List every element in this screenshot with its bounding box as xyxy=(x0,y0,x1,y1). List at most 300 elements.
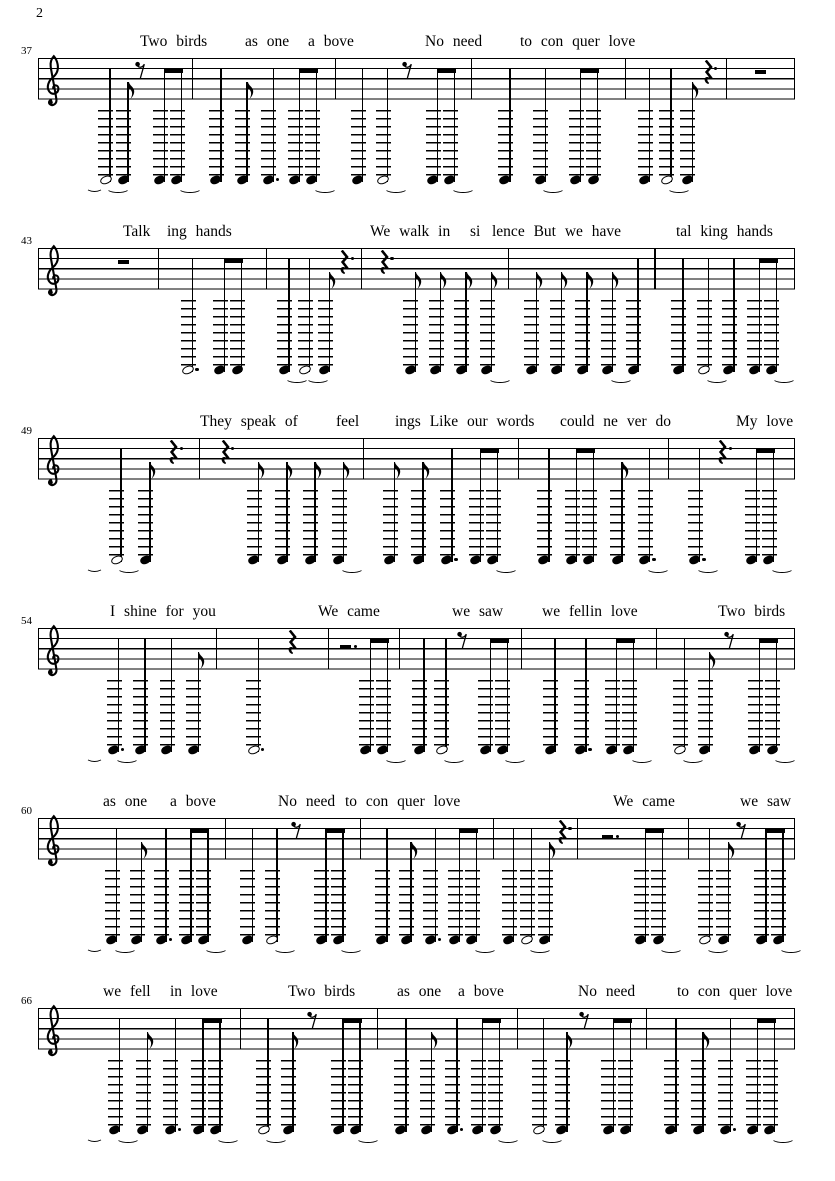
ledger-lines xyxy=(179,870,194,936)
ledger-lines xyxy=(747,300,762,366)
ledger-lines xyxy=(754,870,769,936)
beamed-eighth-pair xyxy=(179,818,211,958)
note-stem xyxy=(613,1019,614,1132)
ledger-lines xyxy=(454,300,469,366)
quarter-rest-icon xyxy=(287,630,298,654)
eighth-flag-icon xyxy=(395,462,402,479)
note-stem xyxy=(288,259,289,372)
whole-rest-glyph xyxy=(755,70,766,74)
lyric-syllable: I shine for you xyxy=(110,603,216,620)
note-stem xyxy=(370,639,371,752)
eighth-note xyxy=(281,1008,295,1148)
note-stem xyxy=(670,69,671,182)
ledger-lines xyxy=(108,1060,123,1126)
tie xyxy=(451,183,475,193)
note-stem xyxy=(499,1019,500,1132)
ledger-lines xyxy=(133,680,148,746)
ledger-lines xyxy=(524,300,539,366)
dotted-half-rest xyxy=(601,818,615,958)
quarter-note xyxy=(412,628,426,768)
dotted-quarter-note xyxy=(163,1008,177,1148)
augmentation-dot xyxy=(714,67,717,70)
note-stem xyxy=(776,259,777,372)
ledger-lines xyxy=(136,1060,151,1126)
note-stem xyxy=(480,449,481,562)
dotted-quarter-rest xyxy=(702,58,716,198)
eighth-flag-icon xyxy=(441,272,448,289)
ledger-lines xyxy=(440,490,455,556)
quarter-note xyxy=(722,248,736,388)
beamed-eighth-pair xyxy=(153,58,185,198)
ledger-lines xyxy=(277,300,292,366)
measure xyxy=(193,58,336,203)
lyric-syllable: We walk in xyxy=(370,223,451,240)
tie xyxy=(488,373,512,383)
note-stem xyxy=(675,1019,676,1132)
ledger-lines xyxy=(331,870,346,936)
note-stem xyxy=(165,829,166,942)
ledger-lines xyxy=(638,490,653,556)
eighth-note xyxy=(116,58,130,198)
note-stem xyxy=(543,1019,544,1132)
ledger-lines xyxy=(281,1060,296,1126)
dotted-quarter-note xyxy=(688,438,702,578)
ledger-lines xyxy=(383,490,398,556)
eighth-flag-icon xyxy=(432,1032,439,1049)
measure xyxy=(336,58,473,203)
measure xyxy=(90,628,217,773)
lyric-syllable: No need xyxy=(278,793,336,810)
eighth-note xyxy=(420,1008,434,1148)
ledger-lines xyxy=(722,300,737,366)
measure xyxy=(267,248,363,393)
quarter-rest-icon xyxy=(557,820,568,844)
beamed-eighth-pair xyxy=(748,628,780,768)
eighth-note xyxy=(138,438,152,578)
dotted-quarter-note xyxy=(574,628,588,768)
note-stem xyxy=(476,829,477,942)
eighth-rest xyxy=(306,1008,320,1148)
eighth-note xyxy=(698,628,712,768)
tie xyxy=(340,563,364,573)
note-stem xyxy=(649,69,650,182)
ledger-lines xyxy=(208,1060,223,1126)
lyric-syllable: lence But we have xyxy=(492,223,622,240)
eighth-flag-icon xyxy=(293,1032,300,1049)
note-stem xyxy=(207,829,208,942)
ledger-lines xyxy=(376,680,391,746)
ledger-lines xyxy=(565,490,580,556)
measure xyxy=(518,1008,646,1153)
ledger-lines xyxy=(376,110,391,176)
note-stem xyxy=(267,1019,268,1132)
dotted-quarter-rest xyxy=(219,438,233,578)
ledger-lines xyxy=(691,1060,706,1126)
ledger-lines xyxy=(394,1060,409,1126)
eighth-rest-icon xyxy=(291,821,302,839)
lyric-syllable: No need xyxy=(578,983,636,1000)
system xyxy=(0,408,835,598)
note-stem xyxy=(773,449,774,562)
lyric-syllable: ing hands xyxy=(167,223,232,240)
quarter-note xyxy=(240,818,254,958)
staff xyxy=(38,438,795,583)
tie xyxy=(86,1133,103,1142)
ledger-lines xyxy=(443,110,458,176)
note-stem xyxy=(116,829,117,942)
half-note xyxy=(298,248,312,388)
half-note xyxy=(434,628,448,768)
note-stem xyxy=(554,639,555,752)
note-stem xyxy=(241,259,242,372)
beamed-eighth-pair xyxy=(478,628,510,768)
eighth-rest-icon xyxy=(724,631,735,649)
note-stem xyxy=(662,829,663,942)
system xyxy=(0,788,835,978)
eighth-rest xyxy=(134,58,148,198)
quarter-note xyxy=(394,1008,408,1148)
eighth-rest xyxy=(401,58,415,198)
note-stem xyxy=(699,449,700,562)
eighth-flag-icon xyxy=(537,272,544,289)
note-stem xyxy=(220,69,221,182)
ledger-lines xyxy=(348,1060,363,1126)
eighth-note xyxy=(610,438,624,578)
lyric-syllable: a bove xyxy=(170,793,216,810)
ledger-lines xyxy=(412,680,427,746)
measure xyxy=(364,438,519,583)
beamed-eighth-pair xyxy=(605,628,637,768)
note-stem xyxy=(585,639,586,752)
dotted-half-rest xyxy=(339,628,353,768)
eighth-rest xyxy=(290,818,304,958)
ledger-lines xyxy=(748,680,763,746)
augmentation-dot xyxy=(588,748,591,751)
ledger-lines xyxy=(698,680,713,746)
note-stem xyxy=(219,1019,220,1132)
eighth-note xyxy=(332,438,346,578)
ledger-lines xyxy=(247,490,262,556)
note-stem xyxy=(309,259,310,372)
augmentation-dot xyxy=(733,1128,736,1131)
eighth-flag-icon xyxy=(259,462,266,479)
ledger-lines xyxy=(98,110,113,176)
beamed-eighth-pair xyxy=(601,1008,633,1148)
eighth-note xyxy=(601,248,615,388)
note-stem xyxy=(181,69,182,182)
note-stem xyxy=(120,449,121,562)
half-note xyxy=(256,1008,270,1148)
quarter-rest xyxy=(286,628,300,768)
eighth-flag-icon xyxy=(467,272,474,289)
note-stem xyxy=(459,829,460,942)
quarter-note xyxy=(533,58,547,198)
dotted-quarter-note xyxy=(154,818,168,958)
eighth-note xyxy=(247,438,261,578)
whole-rest xyxy=(117,248,131,388)
note-stem xyxy=(649,449,650,562)
lyric-syllable: No need xyxy=(425,33,483,50)
ledger-lines xyxy=(688,490,703,556)
quarter-note xyxy=(133,628,147,768)
ledger-lines xyxy=(716,870,731,936)
staff xyxy=(38,628,795,773)
half-note xyxy=(697,248,711,388)
ledger-lines xyxy=(718,1060,733,1126)
ledger-lines xyxy=(426,110,441,176)
augmentation-dot xyxy=(568,827,571,830)
treble-clef-icon xyxy=(40,999,66,1061)
note-stem xyxy=(637,259,638,372)
note-stem xyxy=(630,1019,631,1132)
ledger-lines xyxy=(275,490,290,556)
ledger-lines xyxy=(375,870,390,936)
note-stem xyxy=(118,639,119,752)
quarter-note xyxy=(277,248,291,388)
lyric-syllable: They speak of xyxy=(200,413,298,430)
systems xyxy=(0,28,835,1168)
note-stem xyxy=(776,639,777,752)
ledger-lines xyxy=(638,110,653,176)
measure xyxy=(329,628,400,773)
tie xyxy=(659,943,683,953)
augmentation-dot xyxy=(652,558,655,561)
note-stem xyxy=(276,829,277,942)
ledger-lines xyxy=(105,870,120,936)
dotted-quarter-rest xyxy=(167,438,181,578)
ledger-lines xyxy=(771,870,786,936)
eighth-flag-icon xyxy=(424,462,431,479)
eighth-note xyxy=(716,818,730,958)
measures xyxy=(90,58,795,203)
note-stem xyxy=(456,1019,457,1132)
note-stem xyxy=(252,829,253,942)
lyric-syllable: in love xyxy=(170,983,218,1000)
tie xyxy=(772,373,796,383)
ledger-lines xyxy=(163,1060,178,1126)
eighth-flag-icon xyxy=(623,462,630,479)
ledger-lines xyxy=(213,300,228,366)
quarter-note xyxy=(108,1008,122,1148)
system xyxy=(0,218,835,408)
measure-number: 66 xyxy=(21,995,32,1007)
note-stem xyxy=(405,1019,406,1132)
measure-number: 49 xyxy=(21,425,32,437)
eighth-flag-icon xyxy=(704,1032,711,1049)
ledger-lines xyxy=(429,300,444,366)
eighth-note xyxy=(383,438,397,578)
ledger-lines xyxy=(351,110,366,176)
beamed-eighth-pair xyxy=(471,1008,503,1148)
dotted-quarter-rest xyxy=(556,818,570,958)
ledger-lines xyxy=(318,300,333,366)
lyric-syllable: ings Like our words xyxy=(395,413,535,430)
beamed-eighth-pair xyxy=(191,1008,223,1148)
measures xyxy=(90,628,795,773)
ledger-lines xyxy=(697,300,712,366)
ledger-lines xyxy=(305,110,320,176)
beamed-eighth-pair xyxy=(634,818,666,958)
measure xyxy=(241,1008,378,1153)
dotted-quarter-rest xyxy=(338,248,352,388)
measure xyxy=(522,628,657,773)
measure xyxy=(657,628,795,773)
eighth-note xyxy=(691,1008,705,1148)
dotted-quarter-note xyxy=(107,628,121,768)
measure xyxy=(626,58,727,203)
ledger-lines xyxy=(445,1060,460,1126)
ledger-lines xyxy=(618,1060,633,1126)
note-stem xyxy=(387,69,388,182)
note-stem xyxy=(316,69,317,182)
note-stem xyxy=(258,639,259,752)
note-stem xyxy=(109,69,110,182)
measure xyxy=(362,248,509,393)
note-stem xyxy=(435,829,436,942)
ledger-lines xyxy=(170,110,185,176)
ledger-lines xyxy=(763,1060,778,1126)
half-rest-glyph xyxy=(602,835,613,839)
ledger-lines xyxy=(230,300,245,366)
ledger-lines xyxy=(359,680,374,746)
ledger-lines xyxy=(240,870,255,936)
ledger-lines xyxy=(610,490,625,556)
quarter-note xyxy=(638,58,652,198)
ledger-lines xyxy=(261,110,276,176)
note-stem xyxy=(119,1019,120,1132)
note-stem xyxy=(325,829,326,942)
ledger-lines xyxy=(651,870,666,936)
dotted-half-note xyxy=(181,248,195,388)
tie xyxy=(216,1133,240,1143)
ledger-lines xyxy=(448,870,463,936)
eighth-note xyxy=(480,248,494,388)
beamed-eighth-pair xyxy=(469,438,501,578)
ledger-lines xyxy=(107,680,122,746)
lyric-syllable: Talk xyxy=(123,223,151,240)
measure xyxy=(90,438,200,583)
eighth-rest xyxy=(578,1008,592,1148)
eighth-rest xyxy=(723,628,737,768)
eighth-flag-icon xyxy=(412,842,419,859)
note-stem xyxy=(548,449,549,562)
eighth-note xyxy=(403,248,417,388)
note-stem xyxy=(593,449,594,562)
augmentation-dot xyxy=(616,835,619,838)
eighth-note xyxy=(429,248,443,388)
note-stem xyxy=(759,639,760,752)
quarter-note xyxy=(160,628,174,768)
augmentation-dot xyxy=(354,645,357,648)
tie xyxy=(356,1133,380,1143)
ledger-lines xyxy=(745,490,760,556)
quarter-note xyxy=(502,818,516,958)
eighth-note xyxy=(186,628,200,768)
quarter-note xyxy=(209,58,223,198)
measure xyxy=(90,58,193,203)
augmentation-dot xyxy=(180,447,183,450)
tie xyxy=(204,943,228,953)
ledger-lines xyxy=(469,490,484,556)
whole-rest xyxy=(754,58,768,198)
ledger-lines xyxy=(502,870,517,936)
quarter-note xyxy=(664,1008,678,1148)
ledger-lines xyxy=(434,680,449,746)
quarter-rest-icon xyxy=(717,440,728,464)
note-stem xyxy=(576,449,577,562)
ledger-lines xyxy=(181,300,196,366)
eighth-note xyxy=(318,248,332,388)
ledger-lines xyxy=(480,300,495,366)
ledger-lines xyxy=(314,870,329,936)
dotted-quarter-note xyxy=(440,438,454,578)
note-stem xyxy=(482,1019,483,1132)
ledger-lines xyxy=(191,1060,206,1126)
tie xyxy=(646,563,670,573)
note-stem xyxy=(765,829,766,942)
eighth-note xyxy=(399,818,413,958)
note-stem xyxy=(386,829,387,942)
note-stem xyxy=(387,639,388,752)
dotted-quarter-note xyxy=(423,818,437,958)
eighth-note xyxy=(275,438,289,578)
treble-clef-icon xyxy=(40,49,66,111)
augmentation-dot xyxy=(121,748,124,751)
quarter-note xyxy=(375,818,389,958)
eighth-flag-icon xyxy=(330,272,337,289)
measure xyxy=(578,818,689,963)
half-note xyxy=(265,818,279,958)
system xyxy=(0,28,835,218)
ledger-lines xyxy=(331,1060,346,1126)
lyric-syllable: to con quer love xyxy=(677,983,793,1000)
note-stem xyxy=(509,69,510,182)
quarter-note xyxy=(671,248,685,388)
ledger-lines xyxy=(478,680,493,746)
lyric-syllable: we saw xyxy=(452,603,504,620)
lyric-syllable: si xyxy=(470,223,481,240)
measure xyxy=(494,818,578,963)
beamed-eighth-pair xyxy=(565,438,597,578)
ledger-lines xyxy=(246,680,261,746)
note-stem xyxy=(454,69,455,182)
dotted-quarter-note xyxy=(638,438,652,578)
beamed-eighth-pair xyxy=(213,248,245,388)
dotted-quarter-note xyxy=(445,1008,459,1148)
eighth-note xyxy=(524,248,538,388)
tie xyxy=(494,563,518,573)
measures xyxy=(90,438,795,583)
lyric-syllable: in love xyxy=(590,603,638,620)
ledger-lines xyxy=(332,490,347,556)
note-stem xyxy=(616,639,617,752)
augmentation-dot xyxy=(729,447,732,450)
measure xyxy=(519,438,669,583)
eighth-flag-icon xyxy=(562,272,569,289)
dotted-quarter-rest xyxy=(716,438,730,578)
ledger-lines xyxy=(116,110,131,176)
lyric-syllable: we saw xyxy=(740,793,792,810)
eighth-flag-icon xyxy=(148,1032,155,1049)
tie xyxy=(496,1133,520,1143)
note-stem xyxy=(782,829,783,942)
lyric-syllable: My love xyxy=(736,413,794,430)
measure xyxy=(656,248,795,393)
note-stem xyxy=(342,1019,343,1132)
ledger-lines xyxy=(605,680,620,746)
note-stem xyxy=(756,449,757,562)
note-stem xyxy=(513,829,514,942)
